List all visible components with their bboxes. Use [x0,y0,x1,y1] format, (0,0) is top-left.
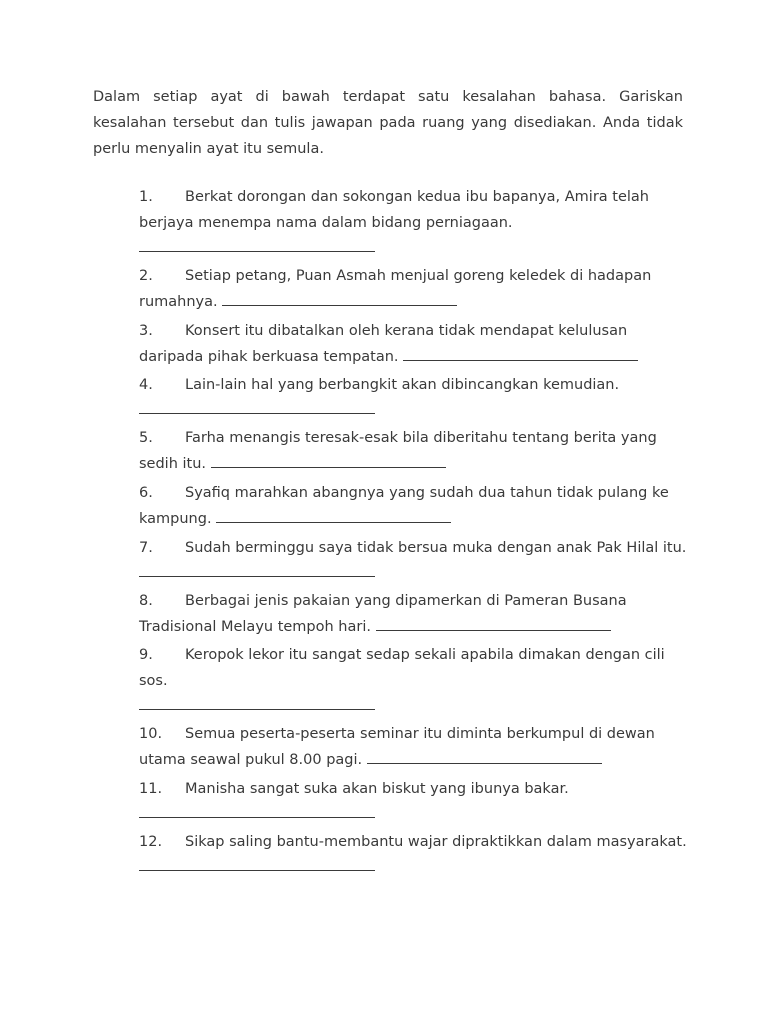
question-item [139,829,687,871]
answer-blank[interactable] [376,616,611,631]
question-text: Farha menangis teresak-esak bila diberitahu tentang berita yang sedih itu. [139,430,657,473]
question-item [139,721,687,773]
question-item [139,642,687,710]
question-number: 12. [139,834,163,851]
answer-blank[interactable] [222,291,457,306]
question-text: Syafiq marahkan abangnya yang sudah dua tahun tidak pulang ke kampung. [139,485,669,528]
answer-blank[interactable] [403,346,638,361]
question-text: Sikap saling bantu-membantu wajar dipraktikkan dalam masyarakat. [185,834,687,851]
question-text: Setiap petang, Puan Asmah menjual goreng keledek di hadapan rumahnya. [139,268,652,310]
answer-blank[interactable] [211,453,446,468]
answer-blank[interactable] [139,694,375,710]
instructions-paragraph: Dalam setiap ayat di bawah terdapat satu kesalahan bahasa. Gariskan kesalahan tersebut dan tulis jawapan pada ruang yang disediakan. Anda tidak perlu menyalin ayat itu semula. [93,89,683,157]
question-item [139,263,687,315]
question-text: Berbagai jenis pakaian yang dipamerkan di Pameran Busana Tradisional Melayu tempoh hari. [139,592,627,635]
question-item [139,588,687,640]
question-number: 8. [139,592,153,609]
question-number: 11. [139,781,163,798]
question-number: 9. [139,647,153,664]
question-text: Lain-lain hal yang berbangkit akan dibincangkan kemudian. [185,377,620,394]
question-number: 3. [139,322,153,339]
question-text: Semua peserta-peserta seminar itu diminta berkumpul di dewan utama seawal pukul 8.00 pagi. [139,726,655,769]
question-text: Keropok lekor itu sangat sedap sekali apabila dimakan dengan cili sos. [139,647,665,690]
question-item [139,480,687,532]
question-number: 2. [139,268,153,284]
answer-blank[interactable] [139,398,375,414]
answer-blank[interactable] [139,802,375,818]
answer-blank[interactable] [139,236,375,252]
question-text: Sudah berminggu saya tidak bersua muka dengan anak Pak Hilal itu. [185,539,687,556]
question-number: 7. [139,539,153,556]
question-text: Berkat dorongan dan sokongan kedua ibu bapanya, Amira telah berjaya menempa nama dalam bidang perniagaan. [139,189,649,231]
question-text: Manisha sangat suka akan biskut yang ibunya bakar. [185,781,569,798]
answer-blank[interactable] [139,855,375,871]
answer-blank[interactable] [367,749,602,764]
question-item [139,318,687,370]
question-number: 6. [139,485,153,502]
question-item [139,425,687,477]
question-number: 10. [139,726,163,743]
question-item [139,535,687,577]
question-number: 5. [139,430,153,447]
question-item [139,184,687,252]
answer-blank[interactable] [139,561,375,577]
question-text: Konsert itu dibatalkan oleh kerana tidak mendapat kelulusan daripada pihak berkuasa tempatan. [139,322,628,365]
answer-blank[interactable] [216,508,451,523]
question-list [139,184,687,882]
question-item [139,776,687,818]
question-item [139,372,687,414]
question-number: 1. [139,189,153,205]
question-number: 4. [139,377,153,394]
